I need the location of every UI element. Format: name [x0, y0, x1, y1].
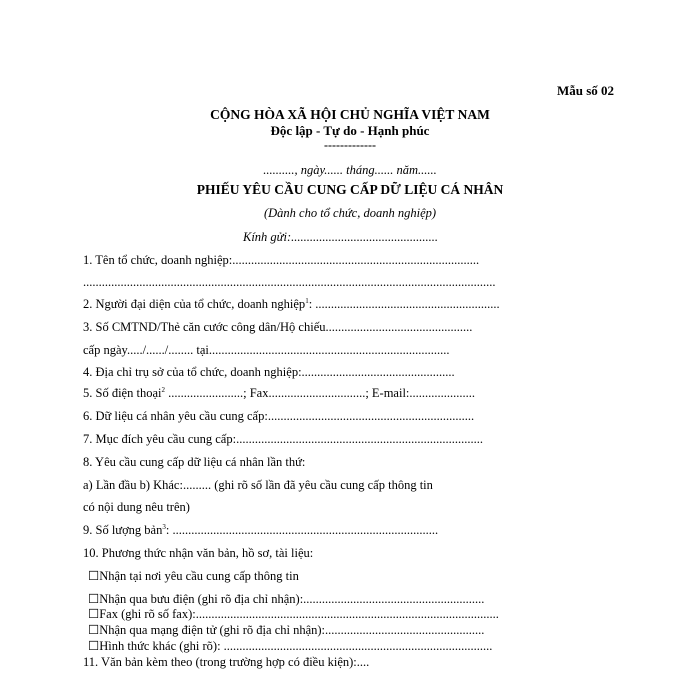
- field-representative: [83, 298, 500, 311]
- field-organization-name: 1. Tên tổ chức, doanh nghiệp:...............................................................................: [83, 253, 480, 267]
- field-copies: [83, 524, 438, 537]
- field-request-count-options-continued: có nội dung nêu trên): [83, 500, 190, 514]
- option-pickup[interactable]: [88, 570, 299, 583]
- field-delivery-method: 10. Phương thức nhận văn bản, hồ sơ, tài liệu:: [83, 546, 314, 560]
- field-copies-label: 9. Số lượng bản: [83, 523, 163, 537]
- field-request-count: 8. Yêu cầu cung cấp dữ liệu cá nhân lần thứ:: [83, 455, 306, 469]
- field-representative-label: 2. Người đại diện của tổ chức, doanh nghiệp: [83, 297, 306, 311]
- field-headquarters-address: 4. Địa chỉ trụ sở của tổ chức, doanh nghiệp:.................................................: [83, 365, 455, 379]
- field-attachments: 11. Văn bản kèm theo (trong trường hợp có điều kiện):....: [83, 655, 370, 669]
- field-requested-data: 6. Dữ liệu cá nhân yêu cầu cung cấp:..................................................................: [83, 409, 475, 423]
- checkbox-icon[interactable]: ☐: [88, 569, 100, 583]
- field-request-count-options: a) Lần đầu b) Khác:......... (ghi rõ số lần đã yêu cầu cung cấp thông tin: [83, 478, 433, 492]
- footnote-ref-3: 3: [162, 522, 166, 531]
- field-id-issue: cấp ngày...../....../........ tại.............................................................................: [83, 343, 450, 357]
- option-label: Hình thức khác (ghi rõ): ......................................................................................: [99, 639, 493, 653]
- motto-separator: -------------: [324, 138, 376, 152]
- checkbox-icon[interactable]: ☐: [88, 592, 100, 606]
- field-purpose: 7. Mục đích yêu cầu cung cấp:...............................................................................: [83, 432, 483, 446]
- option-other[interactable]: [88, 640, 492, 653]
- option-label: Nhận qua bưu điện (ghi rõ địa chỉ nhận):..........................................................: [99, 592, 485, 606]
- form-number: Mẫu số 02: [557, 83, 615, 98]
- footnote-ref-2: 2: [161, 385, 165, 394]
- field-representative-dots: : ...........................................................: [308, 297, 500, 311]
- field-id-number: 3. Số CMTND/Thẻ căn cước công dân/Hộ chiếu...............................................: [83, 320, 473, 334]
- footnote-ref-1: 1: [305, 296, 309, 305]
- field-contact: [83, 387, 475, 400]
- motto: Độc lập - Tự do - Hạnh phúc: [270, 123, 430, 138]
- checkbox-icon[interactable]: ☐: [88, 607, 100, 621]
- checkbox-icon[interactable]: ☐: [88, 623, 100, 637]
- field-copies-dots: : .....................................................................................: [165, 523, 439, 537]
- option-electronic[interactable]: [88, 624, 484, 637]
- date-line: .........., ngày...... tháng...... năm......: [263, 163, 437, 177]
- form-subtitle: (Dành cho tổ chức, doanh nghiệp): [263, 206, 437, 220]
- option-label: Fax (ghi rõ số fax):.................................................................................................: [99, 607, 499, 621]
- option-fax[interactable]: [88, 608, 499, 621]
- field-phone-label: 5. Số điện thoại: [83, 386, 162, 400]
- form-title: PHIẾU YÊU CẦU CUNG CẤP DỮ LIỆU CÁ NHÂN: [196, 182, 504, 197]
- addressee: Kính gửi:...............................................: [243, 230, 439, 244]
- checkbox-icon[interactable]: ☐: [88, 639, 100, 653]
- field-organization-name-continued: ....................................................................................................................................: [83, 275, 496, 289]
- option-label: Nhận qua mạng điện tử (ghi rõ địa chỉ nhận):...................................................: [99, 623, 485, 637]
- field-contact-dots: ........................; Fax...............................; E-mail:.....................: [164, 386, 476, 400]
- option-label: Nhận tại nơi yêu cầu cung cấp thông tin: [99, 569, 299, 583]
- nation-title: CỘNG HÒA XÃ HỘI CHỦ NGHĨA VIỆT NAM: [210, 107, 490, 122]
- option-post[interactable]: [88, 593, 484, 606]
